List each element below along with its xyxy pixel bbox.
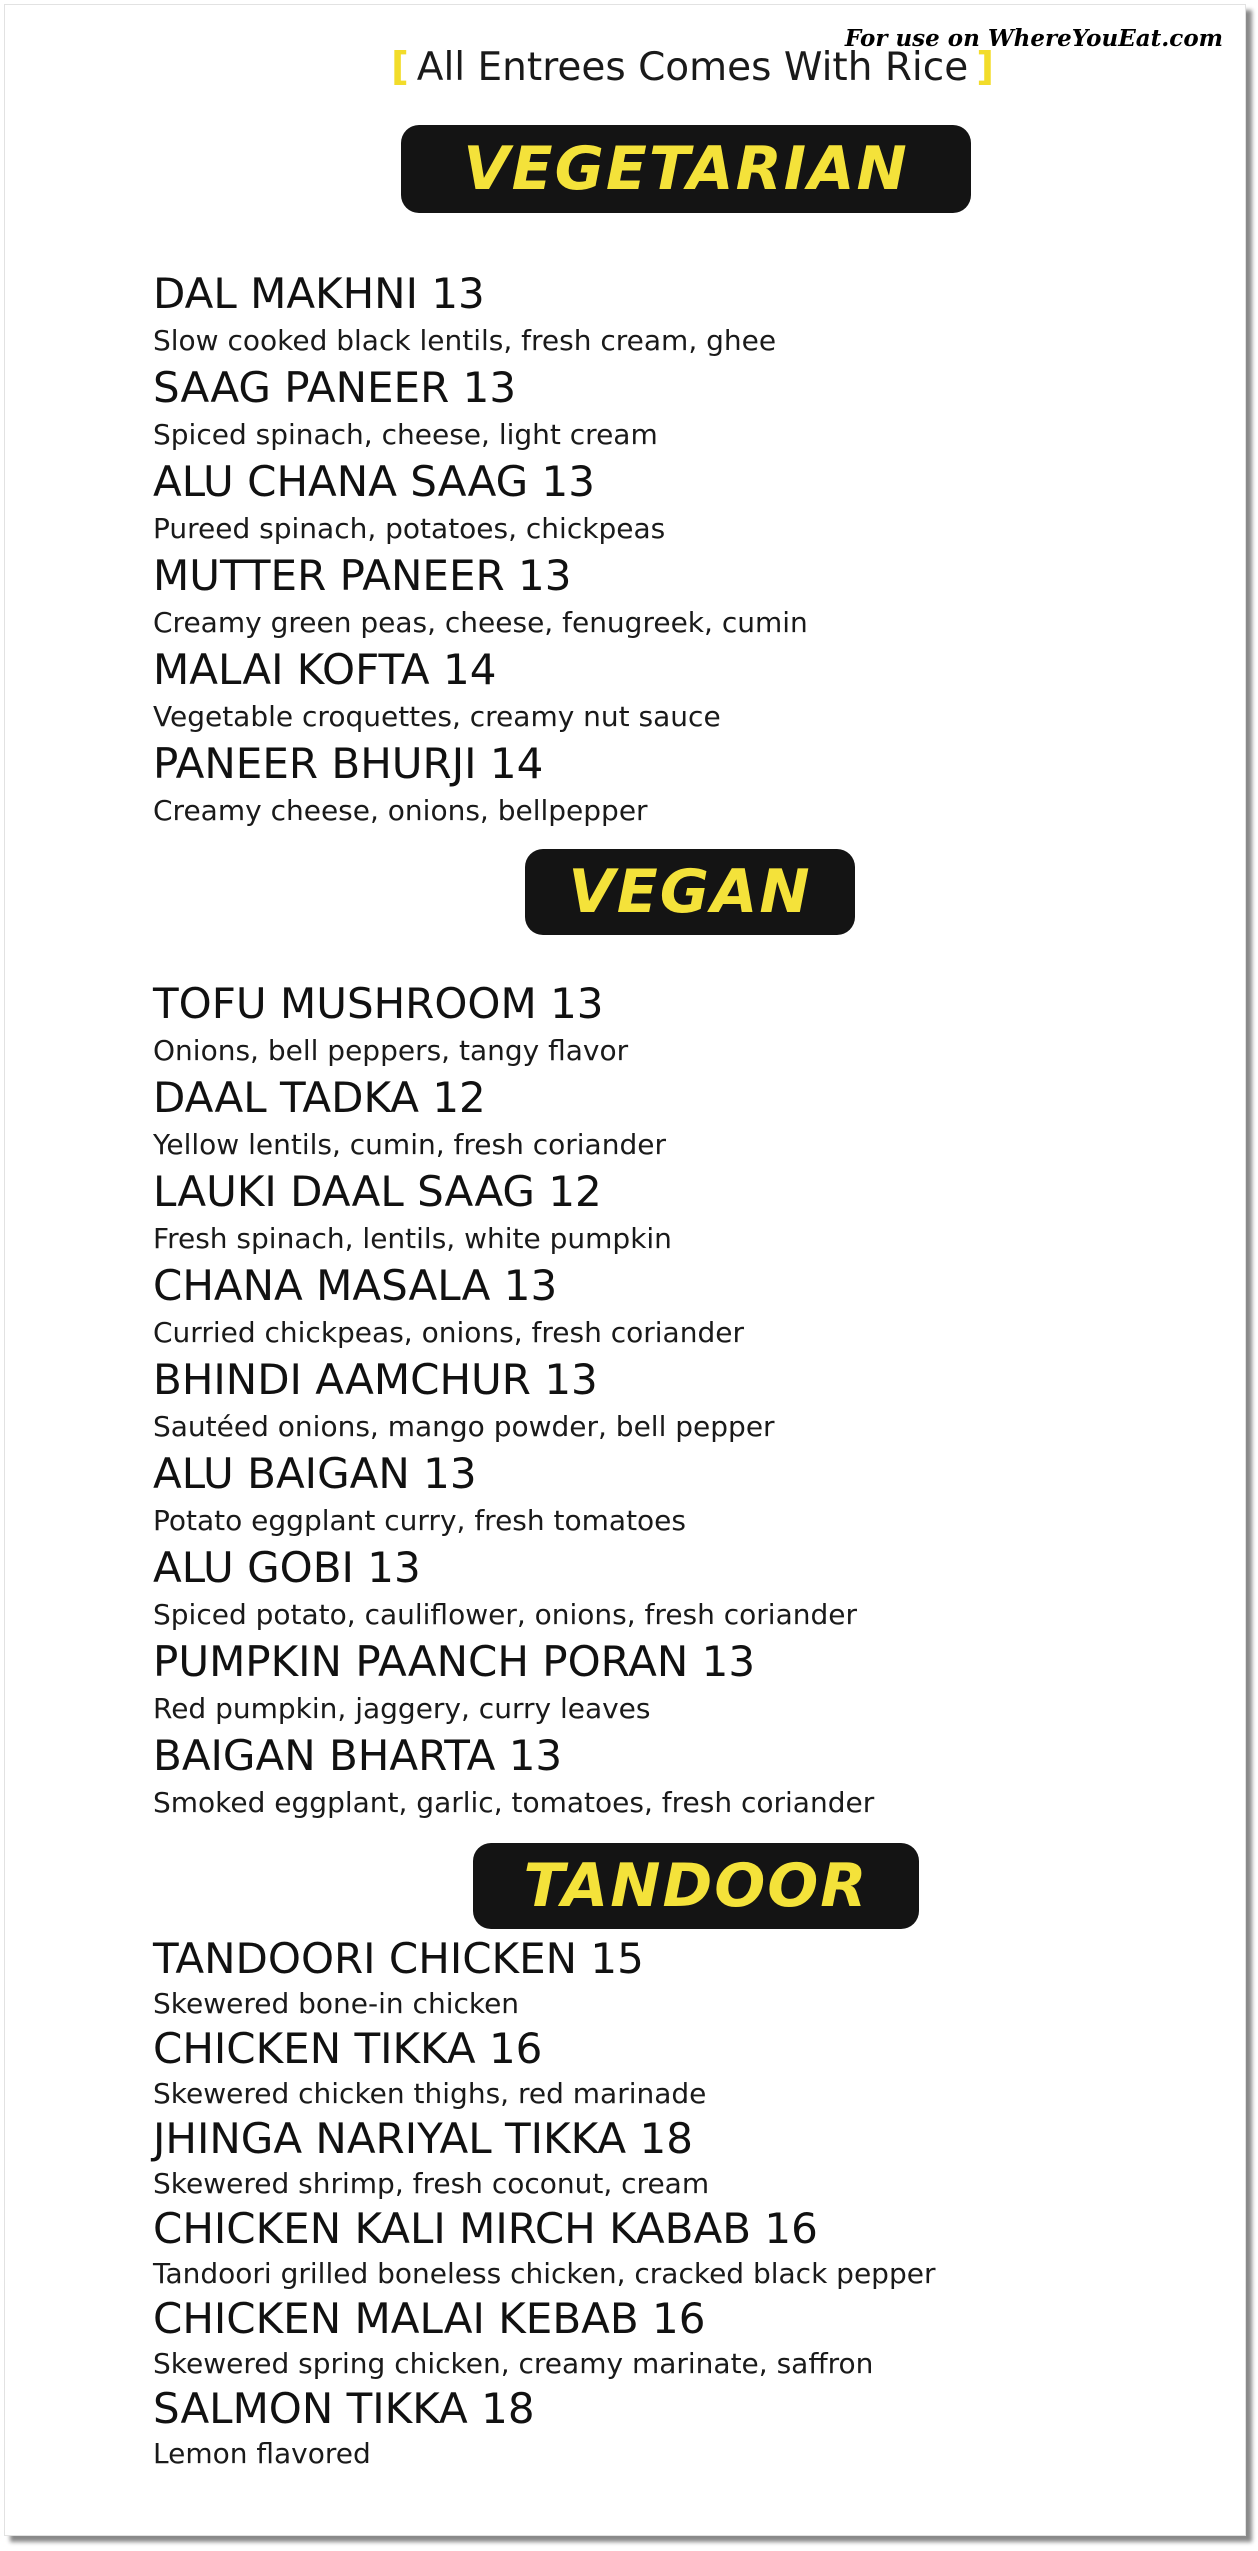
- rice-note: [5, 45, 1246, 90]
- menu-item: [153, 2205, 935, 2295]
- item-description: Skewered bone-in chicken: [153, 1987, 520, 2020]
- item-name: LAUKI DAAL SAAG 12: [153, 1167, 602, 1216]
- item-name: SAAG PANEER 13: [153, 363, 517, 412]
- item-description: Red pumpkin, jaggery, curry leaves: [153, 1692, 651, 1725]
- section-list-tandoor: [153, 1935, 935, 2475]
- item-name: SALMON TIKKA 18: [153, 2384, 535, 2433]
- item-name: TANDOORI CHICKEN 15: [153, 1934, 644, 1983]
- rice-note-text: All Entrees Comes With Rice: [416, 45, 969, 90]
- menu-item: [153, 363, 808, 457]
- menu-item: [153, 1935, 935, 2025]
- menu-item: [153, 1261, 874, 1355]
- menu-item: [153, 1355, 874, 1449]
- item-description: Vegetable croquettes, creamy nut sauce: [153, 700, 721, 733]
- item-name: PANEER BHURJI 14: [153, 739, 544, 788]
- item-name: TOFU MUSHROOM 13: [153, 979, 604, 1028]
- item-description: Sautéed onions, mango powder, bell pepper: [153, 1410, 775, 1443]
- item-name: DAL MAKHNI 13: [153, 269, 485, 318]
- item-description: Creamy green peas, cheese, fenugreek, cumin: [153, 606, 808, 639]
- section-list-vegan: [153, 979, 874, 1825]
- menu-page: [4, 4, 1246, 2536]
- section-banner-tandoor: TANDOOR: [473, 1843, 919, 1929]
- item-description: Skewered spring chicken, creamy marinate, saffron: [153, 2347, 874, 2380]
- menu-item: [153, 1731, 874, 1825]
- menu-item: [153, 551, 808, 645]
- menu-item: [153, 739, 808, 833]
- menu-item: [153, 269, 808, 363]
- close-bracket: ]: [976, 45, 995, 90]
- menu-item: [153, 457, 808, 551]
- item-name: PUMPKIN PAANCH PORAN 13: [153, 1637, 756, 1686]
- item-name: JHINGA NARIYAL TIKKA 18: [153, 2114, 693, 2163]
- item-description: Onions, bell peppers, tangy flavor: [153, 1034, 629, 1067]
- item-description: Creamy cheese, onions, bellpepper: [153, 794, 648, 827]
- menu-item: [153, 1167, 874, 1261]
- section-banner-vegetarian: VEGETARIAN: [401, 125, 971, 213]
- item-name: CHICKEN MALAI KEBAB 16: [153, 2294, 706, 2343]
- item-description: Skewered shrimp, fresh coconut, cream: [153, 2167, 710, 2200]
- item-name: CHANA MASALA 13: [153, 1261, 558, 1310]
- menu-item: [153, 1073, 874, 1167]
- item-name: BHINDI AAMCHUR 13: [153, 1355, 598, 1404]
- item-description: Smoked eggplant, garlic, tomatoes, fresh coriander: [153, 1786, 875, 1819]
- section-list-vegetarian: [153, 269, 808, 833]
- item-description: Skewered chicken thighs, red marinade: [153, 2077, 707, 2110]
- menu-item: [153, 645, 808, 739]
- watermark-text: For use on WhereYouEat.com: [844, 25, 1223, 52]
- menu-item: [153, 2115, 935, 2205]
- menu-item: [153, 1449, 874, 1543]
- item-name: ALU GOBI 13: [153, 1543, 421, 1592]
- item-description: Pureed spinach, potatoes, chickpeas: [153, 512, 666, 545]
- item-description: Curried chickpeas, onions, fresh coriander: [153, 1316, 744, 1349]
- item-description: Slow cooked black lentils, fresh cream, ghee: [153, 324, 777, 357]
- item-description: Lemon flavored: [153, 2437, 371, 2470]
- section-banner-vegan: VEGAN: [525, 849, 855, 935]
- item-description: Fresh spinach, lentils, white pumpkin: [153, 1222, 672, 1255]
- menu-item: [153, 2385, 935, 2475]
- menu-item: [153, 979, 874, 1073]
- item-name: DAAL TADKA 12: [153, 1073, 486, 1122]
- item-name: CHICKEN TIKKA 16: [153, 2024, 543, 2073]
- item-description: Potato eggplant curry, fresh tomatoes: [153, 1504, 686, 1537]
- item-name: CHICKEN KALI MIRCH KABAB 16: [153, 2204, 818, 2253]
- item-description: Spiced spinach, cheese, light cream: [153, 418, 658, 451]
- item-name: MUTTER PANEER 13: [153, 551, 572, 600]
- menu-item: [153, 1543, 874, 1637]
- menu-item: [153, 2295, 935, 2385]
- item-name: MALAI KOFTA 14: [153, 645, 497, 694]
- item-name: ALU BAIGAN 13: [153, 1449, 477, 1498]
- open-bracket: [: [390, 45, 409, 90]
- item-description: Spiced potato, cauliflower, onions, fresh coriander: [153, 1598, 858, 1631]
- item-name: BAIGAN BHARTA 13: [153, 1731, 563, 1780]
- item-description: Tandoori grilled boneless chicken, cracked black pepper: [153, 2257, 936, 2290]
- item-description: Yellow lentils, cumin, fresh coriander: [153, 1128, 666, 1161]
- menu-item: [153, 1637, 874, 1731]
- menu-item: [153, 2025, 935, 2115]
- item-name: ALU CHANA SAAG 13: [153, 457, 595, 506]
